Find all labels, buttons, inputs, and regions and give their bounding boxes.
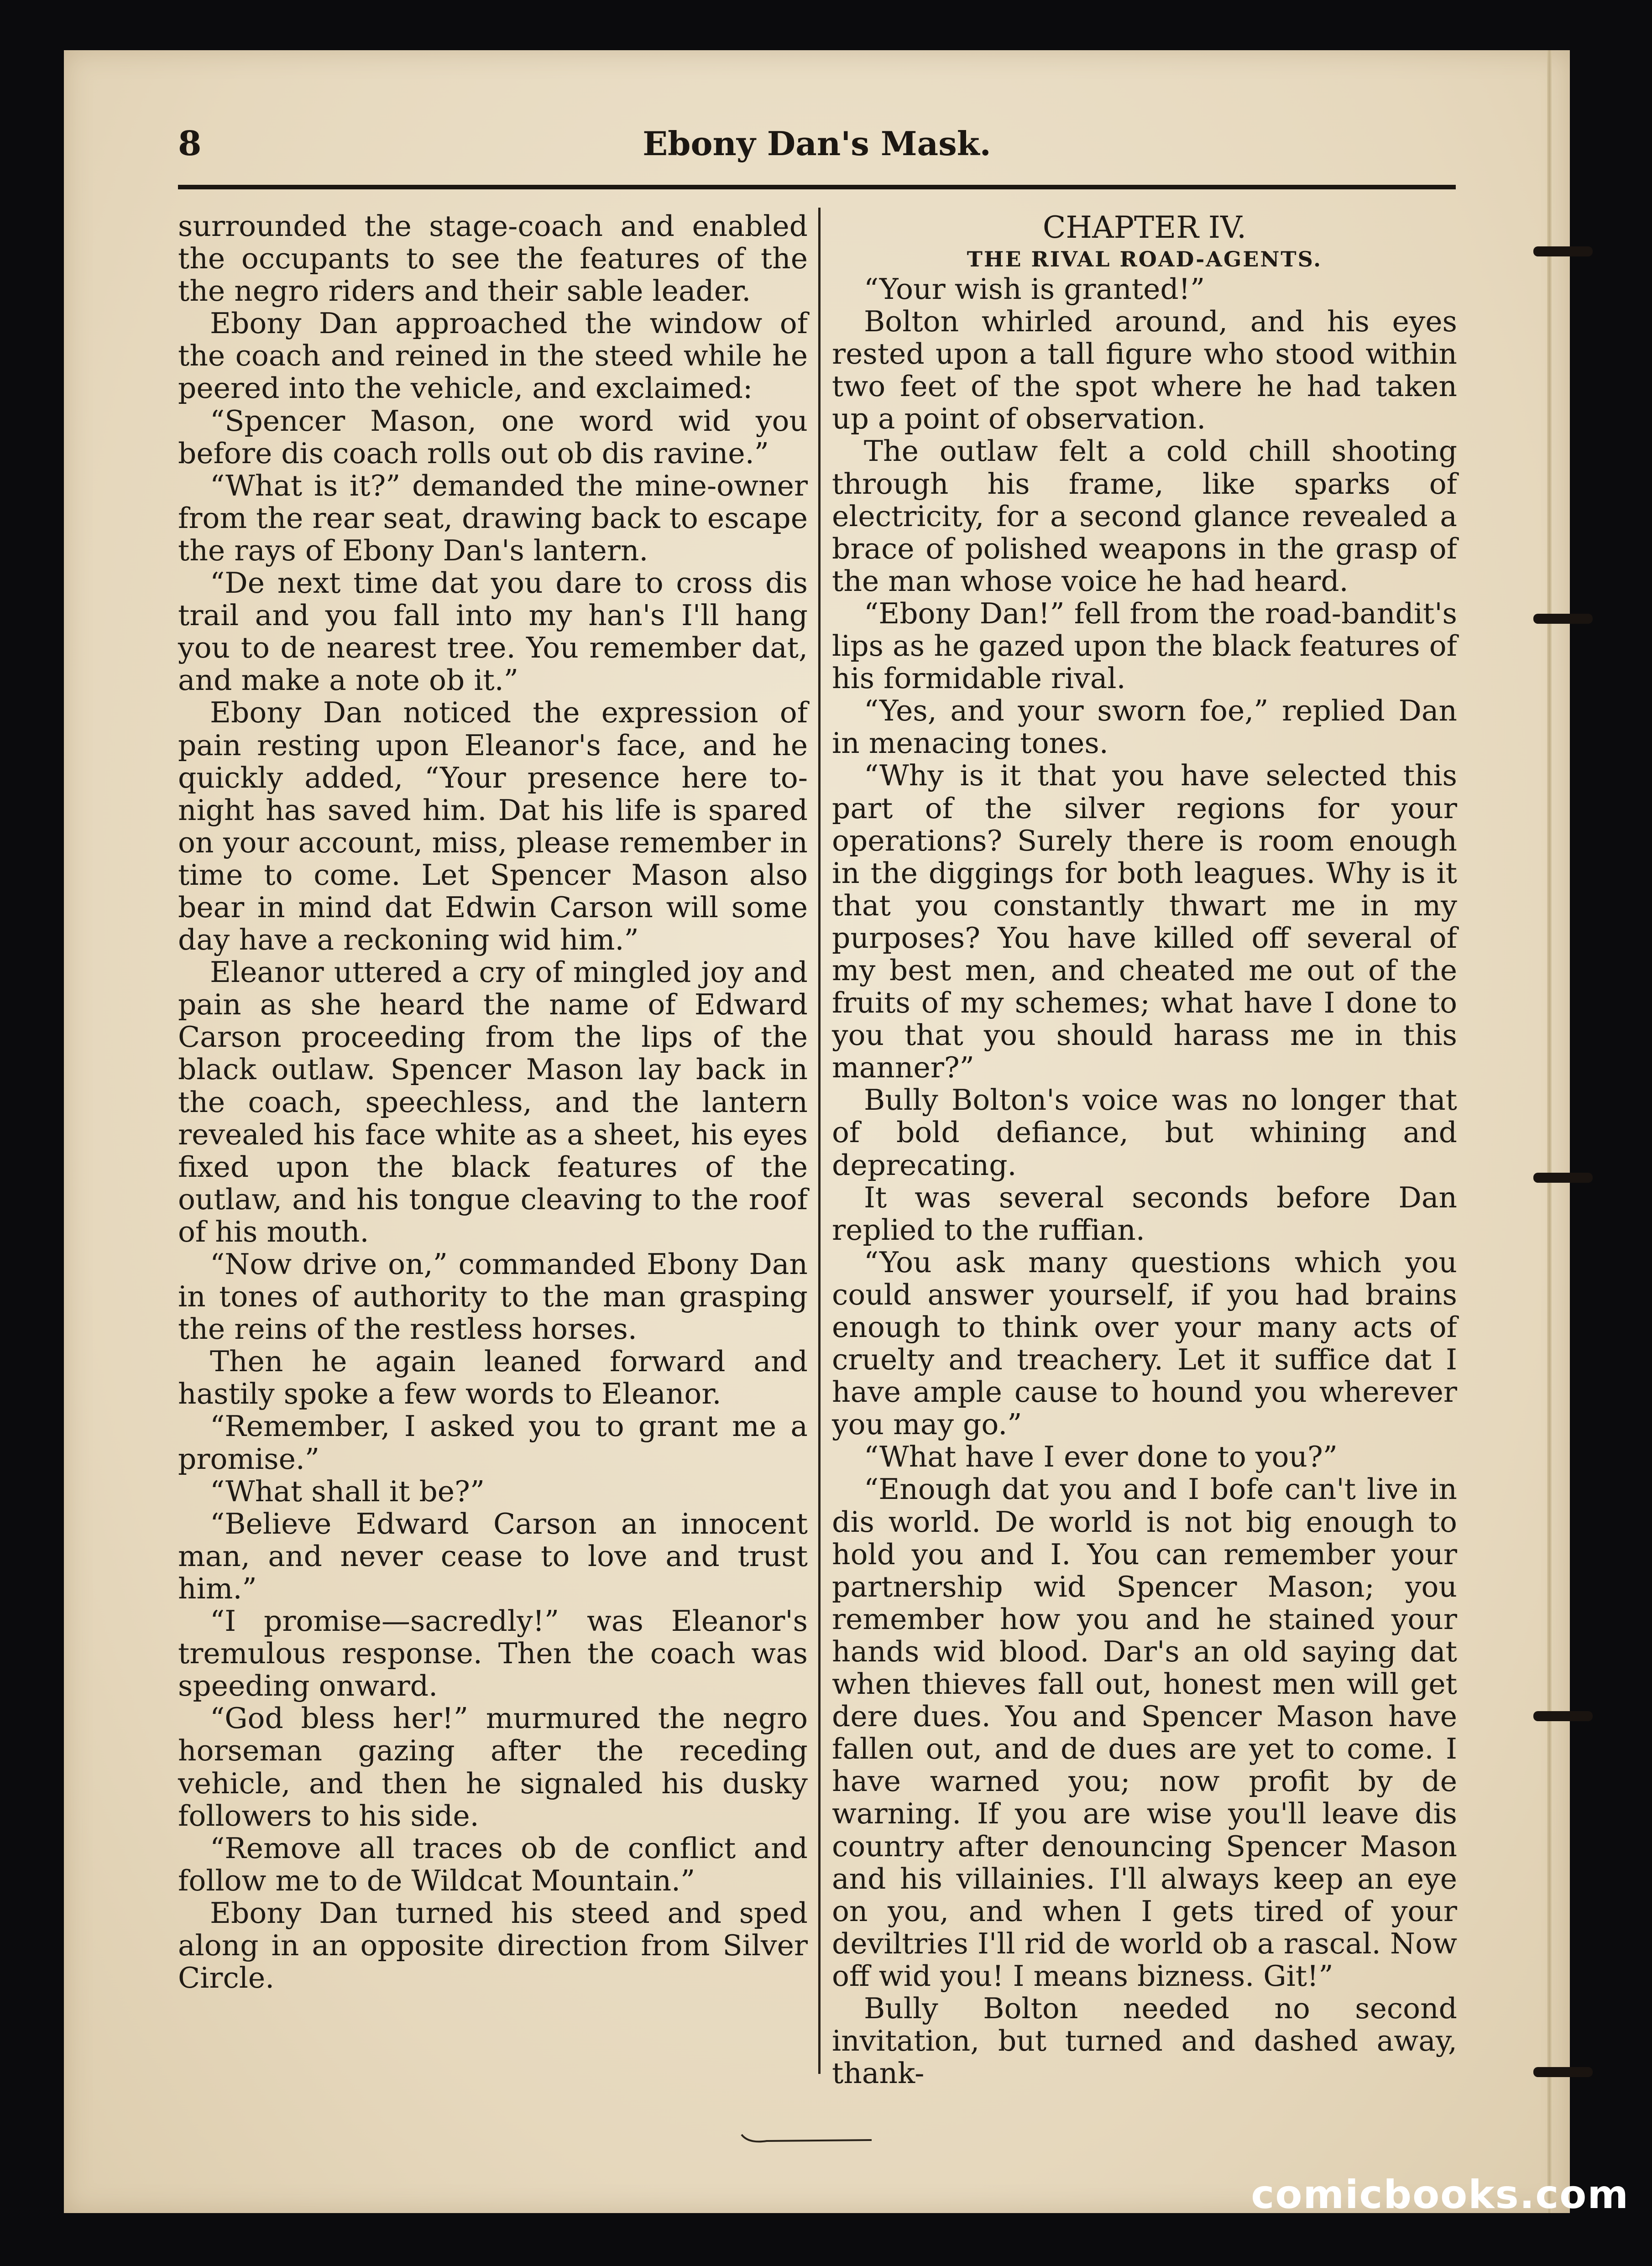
chapter-heading: CHAPTER IV. [1042,210,1247,245]
page-header [178,124,1456,174]
paragraph: Bolton whirled around, and his eyes rested upon a tall figure who stood within two feet of the spot where he had taken up a point of observation. [832,305,1457,436]
paragraph: “I promise—sacredly!” was Eleanor's tremulous response. Then the coach was speeding onward. [178,1604,808,1703]
paragraph: It was several seconds before Dan replied to the ruffian. [832,1180,1457,1247]
paragraph: The outlaw felt a cold chill shooting through his frame, like sparks of electricity, for a second glance revealed a brace of polished weapons in the grasp of the man whose voice he had heard. [832,434,1457,598]
binding-stitch [1533,614,1593,624]
paragraph: “What shall it be?” [210,1474,485,1508]
chapter-subtitle: THE RIVAL ROAD-AGENTS. [967,247,1323,272]
binding-gutter [1547,50,1552,2213]
watermark: comicbooks.com [1251,2172,1629,2218]
page-number: 8 [178,124,202,163]
paragraph: surrounded the stage-coach and enabled the occupants to see the features of the the negro riders and their sable leader. [178,209,808,308]
paragraph: “Remember, I asked you to grant me a promise.” [178,1410,808,1476]
paragraph: Bully Bolton's voice was no longer that of bold defiance, but whining and deprecating. [832,1083,1457,1182]
paragraph: “Your wish is granted!” [864,272,1205,306]
paragraph: “Now drive on,” commanded Ebony Dan in tones of authority to the man grasping the reins of the restless horses. [178,1248,808,1346]
paragraph: “Remove all traces ob de conflict and follow me to de Wildcat Mountain.” [178,1831,808,1897]
paragraph: Bully Bolton needed no second invitation, but turned and dashed away, thank- [832,1991,1457,2090]
running-title: Ebony Dan's Mask. [643,124,991,163]
signature-mark-icon [739,2131,876,2145]
paragraph: Ebony Dan approached the window of the coach and reined in the steed while he peered into the vehicle, and exclaimed: [178,307,808,405]
paragraph: “Why is it that you have selected this part of the silver regions for your operations? Surely there is room enough in the diggings for both leagues. Why is it that you constantly thwart me in my purposes? You have killed off several of my best men, and cheated me out of the fruits of my schemes; what have I done to you that you should harass me in this manner?” [832,759,1457,1085]
column-divider [818,208,821,2074]
paragraph: Ebony Dan turned his steed and sped along in an opposite direction from Silver Circle. [178,1896,808,1995]
left-column [178,210,808,1994]
paragraph: “You ask many questions which you could answer yourself, if you had brains enough to think over your many acts of cruelty and treachery. Let it suffice dat I have ample cause to hound you wherever you may go.” [832,1245,1457,1441]
paragraph: “Enough dat you and I bofe can't live in dis world. De world is not big enough to hold you and I. You can remember your partnership wid Spencer Mason; you remember how you and he stained your hands wid blood. Dar's an old saying dat when thieves fall out, honest men will get dere dues. You and Spencer Mason have fallen out, and de dues are yet to come. I have warned you; now profit by de warning. If you are wise you'll leave dis country after denouncing Spencer Mason and his villainies. I'll always keep an eye on you, and when I gets tired of your deviltries I'll rid de world ob a rascal. Now off wid you! I means bizness. Git!” [832,1472,1457,1993]
paragraph: “Yes, and your sworn foe,” replied Dan in menacing tones. [832,694,1457,760]
paragraph: Then he again leaned forward and hastily spoke a few words to Eleanor. [178,1345,808,1411]
binding-stitch [1533,1173,1593,1183]
binding-stitch [1533,2067,1593,2077]
paragraph: “What have I ever done to you?” [864,1440,1338,1474]
paragraph: Ebony Dan noticed the expression of pain resting upon Eleanor's face, and he quickly added, “Your presence here to-night has saved him. Dat his life is spared on your account, miss, please remember in time to come. Let Spencer Mason also bear in mind dat Edwin Carson will some day have a reckoning wid him.” [178,696,808,957]
paragraph: “Ebony Dan!” fell from the road-bandit's lips as he gazed upon the black features of his formidable rival. [832,596,1457,695]
header-rule [178,185,1456,189]
paragraph: “De next time dat you dare to cross dis trail and you fall into my han's I'll hang you to de nearest tree. You remember dat, and make a note ob it.” [178,566,808,697]
paragraph: Eleanor uttered a cry of mingled joy and pain as she heard the name of Edward Carson proceeding from the lips of the black outlaw. Spencer Mason lay back in the coach, speechless, and the lantern revealed his face white as a sheet, his eyes fixed upon the black features of the outlaw, and his tongue cleaving to the roof of his mouth. [178,955,808,1248]
paragraph: “God bless her!” murmured the negro horseman gazing after the receding vehicle, and then he signaled his dusky followers to his side. [178,1702,808,1833]
paragraph: “Spencer Mason, one word wid you before dis coach rolls out ob dis ravine.” [178,404,808,470]
binding-stitch [1533,1711,1593,1721]
binding-stitch [1533,246,1593,256]
right-column [832,210,1457,2089]
paragraph: “Believe Edward Carson an innocent man, and never cease to love and trust him.” [178,1507,808,1605]
paragraph: “What is it?” demanded the mine-owner from the rear seat, drawing back to escape the rays of Ebony Dan's lantern. [178,469,808,567]
